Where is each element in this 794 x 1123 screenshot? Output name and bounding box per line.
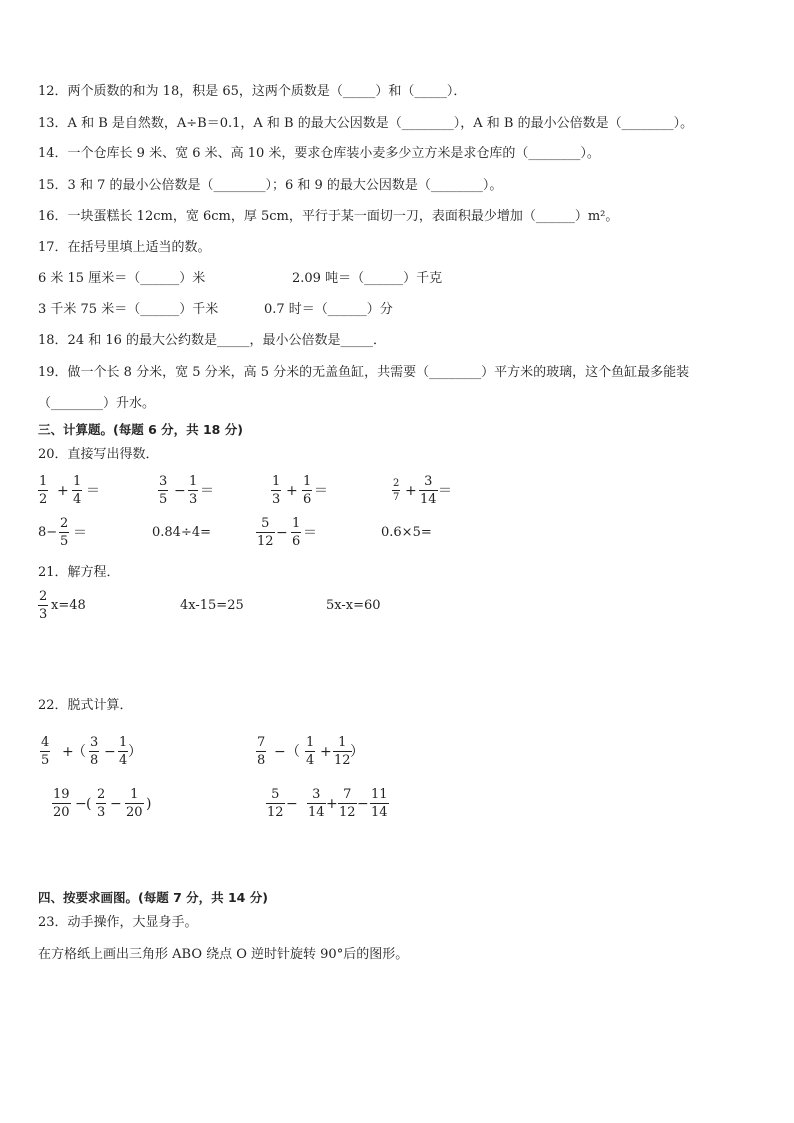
expr-06-times-5: 0.6×5= (381, 525, 432, 540)
fraction-5-12b: 5 12 (267, 787, 284, 820)
minus-sign: − (174, 483, 186, 499)
fraction-2-3b: 2 3 (97, 787, 106, 820)
question-14: 14．一个仓库长 9 米、宽 6 米、高 10 米，要求仓库装小麦多少立方米是求仓库的（________）。 (38, 146, 600, 161)
question-22: 22．脱式计算． (38, 698, 133, 713)
fraction-1-2: 1 2 (39, 474, 48, 507)
plus-sign: + (62, 744, 74, 760)
question-17: 17．在括号里填上适当的数。 (38, 240, 211, 255)
minus-sign: − (276, 525, 288, 541)
section-3-heading: 三、计算题。(每题 6 分，共 18 分) (38, 422, 243, 437)
fraction-7-8: 7 8 (257, 735, 266, 768)
fraction-1-4: 1 4 (73, 474, 82, 507)
equation-3: 5x-x=60 (326, 598, 381, 613)
right-paren: ) (146, 796, 152, 812)
fraction-3-8: 3 8 (90, 735, 99, 768)
fraction-3-14: 3 14 (420, 474, 437, 507)
plus-sign: + (320, 744, 332, 760)
question-17-c: 3 千米 75 米＝（______）千米 (38, 302, 219, 317)
question-13: 13．A 和 B 是自然数，A÷B＝0.1，A 和 B 的最大公因数是（________），A 和 B 的最小公倍数是（________）。 (38, 116, 694, 131)
fraction-1-12: 1 12 (334, 735, 351, 768)
expr-084-div-4: 0.84÷4= (152, 525, 212, 540)
equals-sign: ＝ (303, 525, 317, 541)
section-4-heading: 四、按要求画图。(每题 7 分，共 14 分) (38, 890, 268, 905)
equals-sign: ＝ (314, 483, 328, 499)
fraction-1-6: 1 6 (303, 474, 312, 507)
fraction-5-12: 5 12 (257, 516, 274, 549)
question-21: 21．解方程． (38, 565, 120, 580)
question-15: 15．3 和 7 的最小公倍数是（________）；6 和 9 的最大公因数是（________）。 (38, 178, 503, 193)
question-17-d: 0.7 时＝（______）分 (264, 302, 393, 317)
minus-sign: − (75, 796, 87, 812)
fraction-7-12: 7 12 (339, 787, 356, 820)
right-paren: ） (350, 744, 364, 760)
equals-sign: ＝ (438, 483, 452, 499)
plus-sign: + (326, 796, 338, 812)
question-16: 16．一块蛋糕长 12cm，宽 6cm，厚 5cm，平行于某一面切一刀，表面积最少增加（______）m²。 (38, 209, 619, 224)
question-23-instruction: 在方格纸上画出三角形 ABO 绕点 O 逆时针旋转 90°后的图形。 (38, 947, 409, 962)
fraction-2-7: 2 7 (393, 478, 400, 503)
question-19: 19．做一个长 8 分米，宽 5 分米，高 5 分米的无盖鱼缸，共需要（________）平方米的玻璃，这个鱼缸最多能装 (38, 365, 690, 380)
plus-sign: + (286, 483, 298, 499)
right-paren: ） (128, 744, 142, 760)
fraction-11-14: 11 14 (371, 787, 388, 820)
equals-sign: ＝ (73, 525, 87, 541)
minus-sign: − (104, 744, 116, 760)
minus-sign: − (110, 796, 122, 812)
eight-minus: 8− (38, 525, 58, 540)
fraction-2-5: 2 5 (60, 516, 69, 549)
plus-sign: + (57, 483, 69, 499)
fraction-1-3: 1 3 (189, 474, 198, 507)
plus-sign: + (405, 483, 417, 499)
question-17-a: 6 米 15 厘米＝（______）米 (38, 271, 206, 286)
minus-sign: − (286, 796, 298, 812)
minus-sign: − (357, 796, 369, 812)
left-paren: ( (86, 796, 92, 812)
fraction-2-3: 2 3 (39, 589, 48, 622)
fraction-1-3b: 1 3 (272, 474, 281, 507)
fraction-1-4b: 1 4 (119, 735, 128, 768)
left-paren: （ (72, 744, 86, 760)
equals-sign: ＝ (86, 483, 100, 499)
fraction-1-20: 1 20 (126, 787, 143, 820)
fraction-1-6b: 1 6 (292, 516, 301, 549)
fraction-4-5: 4 5 (41, 735, 50, 768)
question-18: 18．24 和 16 的最大公约数是_____，最小公倍数是_____． (38, 333, 387, 348)
question-17-b: 2.09 吨＝（______）千克 (292, 271, 443, 286)
question-19-cont: （________）升水。 (38, 396, 156, 411)
fraction-3-14b: 3 14 (308, 787, 325, 820)
equation-1-tail: x=48 (51, 598, 86, 613)
fraction-1-4c: 1 4 (306, 735, 315, 768)
equals-sign: ＝ (200, 483, 214, 499)
minus-sign: − (274, 744, 286, 760)
question-12: 12．两个质数的和为 18，积是 65，这两个质数是（_____）和（_____）． (38, 84, 467, 99)
left-paren: （ (286, 744, 300, 760)
fraction-3-5: 3 5 (159, 474, 168, 507)
question-20: 20．直接写出得数． (38, 447, 159, 462)
question-23: 23．动手操作，大显身手。 (38, 915, 198, 930)
fraction-19-20: 19 20 (53, 787, 70, 820)
equation-2: 4x-15=25 (180, 598, 244, 613)
